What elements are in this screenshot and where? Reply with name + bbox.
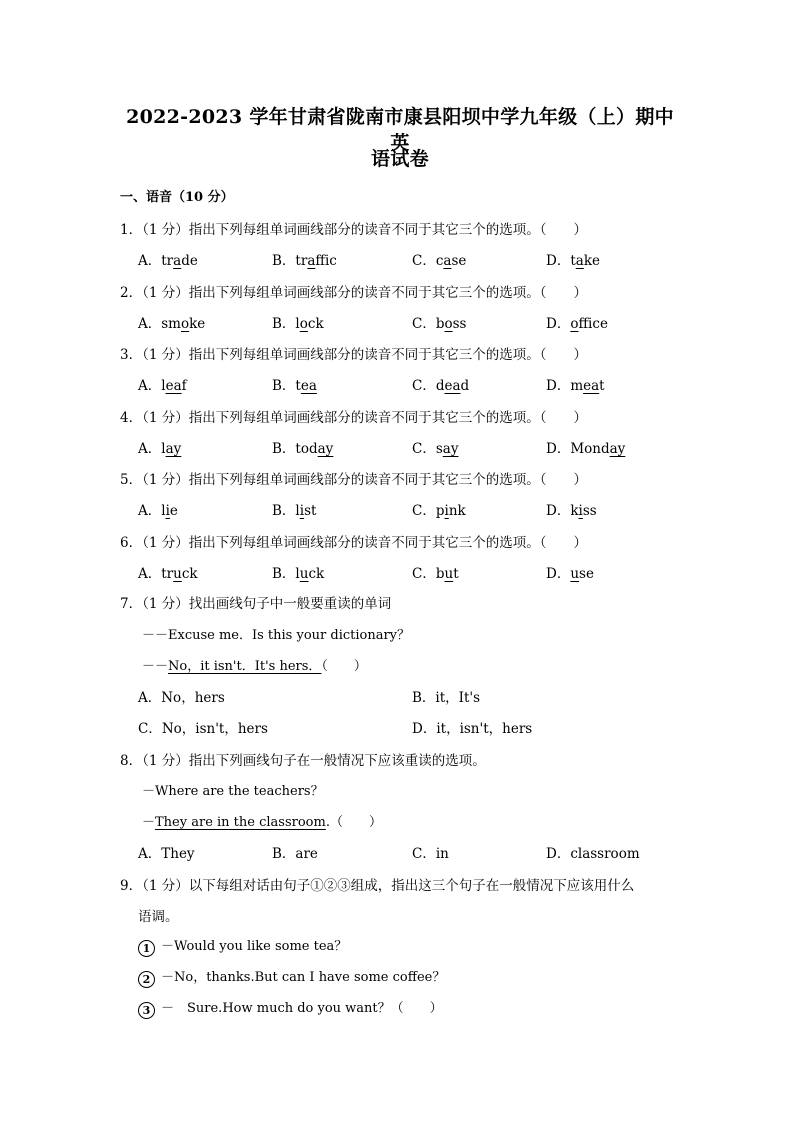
word-part: ck — [308, 565, 325, 582]
underlined-letters: ea — [444, 378, 461, 394]
question-5-option-a[interactable] — [138, 499, 178, 519]
underlined-letters: o — [299, 315, 308, 332]
question-number: 5．（1 分） — [120, 472, 189, 488]
question-3-option-b[interactable] — [272, 374, 317, 394]
underlined-letters: o — [570, 315, 579, 332]
question-8-option-c[interactable]: C．in — [412, 846, 449, 862]
question-7-option-a[interactable]: A．No，hers — [138, 690, 225, 706]
question-number: 3．（1 分） — [120, 347, 189, 363]
question-instruction: 指出下列每组单词画线部分的读音不同于其它三个的选项。（ ） — [188, 472, 587, 488]
question-7-option-d[interactable]: D．it，isn't，hers — [412, 721, 533, 737]
question-7-option-c[interactable]: C．No，isn't，hers — [138, 721, 268, 737]
word-part: nk — [448, 503, 466, 519]
answer-blank: .（ ） — [325, 815, 382, 830]
dialogue-prefix: － — [142, 815, 156, 830]
question-1-option-b[interactable] — [272, 249, 337, 269]
question-8-dialogue-2 — [142, 811, 382, 830]
word-part: ss — [582, 503, 597, 519]
circled-number-2-icon: 2 — [138, 971, 155, 988]
question-1-option-c[interactable] — [412, 249, 466, 269]
word-part: d — [460, 378, 470, 394]
word-part: f — [181, 378, 187, 394]
word-part: D．Mond — [546, 440, 610, 457]
word-part: C．p — [412, 503, 445, 519]
question-9-sentence-1 — [138, 935, 347, 957]
question-1-option-d[interactable] — [546, 249, 600, 269]
question-8-option-b[interactable]: B．are — [272, 846, 318, 862]
word-part: A．l — [138, 378, 166, 394]
question-7-option-b[interactable]: B．it，It's — [412, 690, 481, 706]
question-6-option-d[interactable] — [546, 562, 594, 582]
word-part: se — [451, 253, 467, 269]
word-part: t — [599, 378, 605, 394]
word-part: ffic — [315, 253, 337, 269]
question-8-stem: 8．（1 分）指出下列画线句子在一般情况下应该重读的选项。 — [120, 753, 486, 769]
word-part: C．s — [412, 440, 443, 457]
sentence-text: －No，thanks.But can I have some coffee？ — [161, 970, 446, 985]
word-part: D．t — [546, 253, 576, 269]
question-instruction: 指出下列每组单词画线部分的读音不同于其它三个的选项。（ ） — [188, 409, 587, 426]
underlined-letters: i — [578, 503, 583, 519]
exam-title-line1: 2022-2023 学年甘肃省陇南市康县阳坝中学九年级（上）期中英 — [126, 106, 674, 154]
underlined-letters: u — [173, 565, 182, 582]
word-part: B．l — [272, 565, 300, 582]
question-3-stem — [120, 343, 587, 363]
question-6-option-b[interactable] — [272, 562, 324, 582]
question-4-option-b[interactable] — [272, 437, 333, 457]
question-instruction: 指出下列每组单词画线部分的读音不同于其它三个的选项。（ ） — [188, 284, 587, 301]
question-6-option-c[interactable] — [412, 562, 459, 582]
question-7-dialogue-1: －－Excuse me．Is this your dictionary？ — [142, 628, 411, 643]
question-instruction: 指出下列每组单词画线部分的读音不同于其它三个的选项。（ ） — [188, 534, 587, 551]
word-part: A．tr — [138, 253, 174, 269]
question-9-sentence-2 — [138, 966, 445, 988]
underlined-letters: ea — [300, 378, 317, 394]
question-2-stem — [120, 281, 587, 301]
underlined-letters: u — [570, 565, 580, 582]
underlined-letters: ay — [317, 440, 334, 457]
word-part: D．k — [546, 503, 579, 519]
word-part: ck — [307, 315, 324, 332]
word-part: ke — [583, 253, 600, 269]
question-8-option-d[interactable]: D．classroom — [546, 846, 640, 862]
question-4-option-d[interactable] — [546, 437, 625, 457]
underlined-letters: i — [165, 503, 170, 519]
word-part: B．l — [272, 315, 300, 332]
word-part: A．l — [138, 440, 166, 457]
question-9-sentence-3 — [138, 997, 443, 1019]
sentence-text: －Would you like some tea？ — [161, 939, 348, 954]
question-6-option-a[interactable] — [138, 562, 198, 582]
underlined-letters: ea — [165, 378, 182, 394]
word-part: A．tr — [138, 565, 174, 582]
question-1-stem — [120, 218, 587, 238]
underlined-letters: ay — [609, 440, 626, 457]
section-heading-phonetics: 一、语音（10 分） — [120, 190, 234, 205]
question-4-option-c[interactable] — [412, 437, 458, 457]
question-9-stem-line1: 9．（1 分）以下每组对话由句子①②③组成，指出这三个句子在一般情况下应该用什么 — [120, 878, 635, 894]
word-part: A．sm — [138, 315, 181, 332]
word-part: C．c — [412, 253, 444, 269]
underlined-letters: a — [575, 253, 584, 269]
word-part: C．b — [412, 315, 445, 332]
word-part: ffice — [578, 315, 608, 332]
question-3-option-c[interactable] — [412, 374, 469, 394]
word-part: se — [579, 565, 594, 582]
underlined-letters: a — [443, 253, 452, 269]
question-6-stem — [120, 531, 587, 551]
word-part: e — [169, 503, 178, 519]
question-2-option-b[interactable] — [272, 312, 324, 332]
underlined-letters: o — [444, 315, 453, 332]
underlined-sentence: They are in the classroom — [155, 815, 326, 830]
dialogue-prefix: －－ — [142, 659, 169, 674]
word-part: D． — [546, 315, 571, 332]
question-2-option-c[interactable] — [412, 312, 466, 332]
question-1-option-a[interactable] — [138, 249, 198, 269]
exam-title-line2: 语试卷 — [371, 148, 429, 170]
question-5-option-d[interactable] — [546, 499, 597, 519]
underlined-letters: ea — [583, 378, 600, 394]
word-part: ss — [452, 315, 467, 332]
underlined-sentence: No，it isn't．It's hers． — [168, 659, 322, 674]
underlined-letters: ay — [442, 440, 459, 457]
underlined-letters: u — [299, 565, 309, 582]
word-part: B．t — [272, 378, 301, 394]
word-part: D．m — [546, 378, 584, 394]
answer-blank: （ ） — [321, 659, 367, 674]
question-3-option-a[interactable] — [138, 374, 187, 394]
question-7-stem: 7．（1 分）找出画线句子中一般要重读的单词 — [120, 596, 392, 612]
question-8-dialogue-1: －Where are the teachers？ — [142, 784, 324, 799]
question-number: 1．（1 分） — [120, 222, 189, 238]
question-3-option-d[interactable] — [546, 374, 605, 394]
question-number: 2．（1 分） — [120, 284, 189, 301]
question-2-option-d[interactable] — [546, 312, 608, 332]
underlined-letters: i — [444, 503, 449, 519]
circled-number-1-icon: 1 — [138, 940, 155, 957]
question-8-option-a[interactable]: A．They — [138, 846, 195, 862]
underlined-letters: i — [299, 503, 305, 519]
underlined-letters: u — [444, 565, 454, 582]
underlined-letters: ay — [165, 440, 182, 457]
question-5-option-c[interactable] — [412, 499, 466, 519]
underlined-letters: o — [180, 315, 190, 332]
circled-number-3-icon: 3 — [138, 1002, 155, 1019]
question-instruction: 指出下列每组单词画线部分的读音不同于其它三个的选项。（ ） — [188, 222, 587, 238]
question-number: 6．（1 分） — [120, 534, 189, 551]
sentence-text: － Sure.How much do you want？（ ） — [161, 1001, 443, 1016]
question-7-dialogue-2 — [142, 655, 367, 674]
question-5-stem — [120, 468, 587, 488]
question-number: 4．（1 分） — [120, 409, 189, 426]
question-5-option-b[interactable] — [272, 499, 316, 519]
question-4-option-a[interactable] — [138, 437, 181, 457]
word-part: ke — [189, 315, 206, 332]
word-part: A．l — [138, 503, 166, 519]
word-part: st — [304, 503, 317, 519]
question-instruction: 指出下列每组单词画线部分的读音不同于其它三个的选项。（ ） — [188, 347, 587, 363]
question-2-option-a[interactable] — [138, 312, 205, 332]
word-part: t — [453, 565, 459, 582]
word-part: B．tod — [272, 440, 318, 457]
word-part: C．b — [412, 565, 445, 582]
word-part: D． — [546, 565, 571, 582]
word-part: B．l — [272, 503, 300, 519]
word-part: ck — [181, 565, 198, 582]
underlined-letters: a — [173, 253, 182, 269]
question-9-stem-line2: 语调。 — [138, 909, 179, 925]
underlined-letters: a — [307, 253, 316, 269]
word-part: C．d — [412, 378, 445, 394]
question-4-stem — [120, 406, 587, 426]
word-part: B．tr — [272, 253, 308, 269]
word-part: de — [181, 253, 198, 269]
